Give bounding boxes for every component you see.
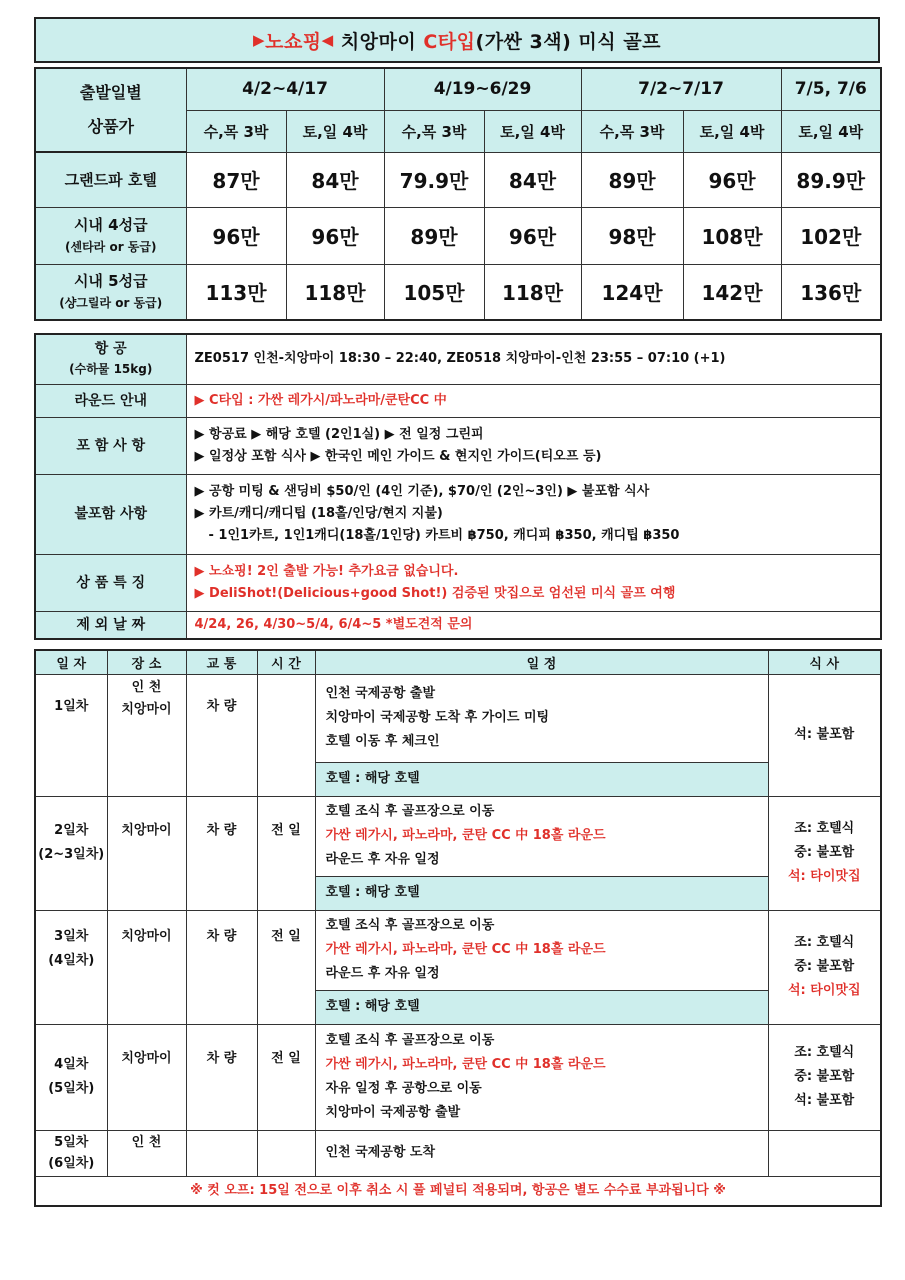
hotel-info: 호텔 : 해당 호텔 xyxy=(315,990,768,1024)
hotel-grade-label: 그랜드파 호텔 xyxy=(35,152,186,207)
day-label: 2일차 (2~3일차) xyxy=(35,796,107,910)
price-cell: 96만 xyxy=(186,207,286,264)
transport: 차 량 xyxy=(186,910,257,1024)
col-header-place: 장 소 xyxy=(107,650,186,674)
meal: 석: 불포함 xyxy=(768,674,881,796)
time: 전 일 xyxy=(257,910,315,1024)
price-cell: 98만 xyxy=(581,207,683,264)
time: 전 일 xyxy=(257,796,315,910)
transport: 차 량 xyxy=(186,796,257,910)
price-cell: 96만 xyxy=(484,207,581,264)
itinerary: 호텔 조식 후 골프장으로 이동 가싼 레가시, 파노라마, 쿤탄 CC 中 18홀 라운드 자유 일정 후 공항으로 이동 치앙마이 국제공항 출발 xyxy=(315,1024,768,1130)
flight-info: ZE0517 인천-치앙마이 18:30 – 22:40, ZE0518 치앙마이-인천 23:55 – 07:10 (+1) xyxy=(186,334,881,384)
meal: 조: 호텔식 중: 불포함 석: 타이맛집 xyxy=(768,796,881,910)
feature-info xyxy=(186,554,881,611)
hotel-grade-label: 시내 4성급 (센타라 or 동급) xyxy=(35,207,186,264)
col-header-transport: 교 통 xyxy=(186,650,257,674)
exclude-info xyxy=(186,474,881,554)
col-header-meal: 식 사 xyxy=(768,650,881,674)
day-type: 수,목 3박 xyxy=(186,110,286,152)
schedule-row-day3 xyxy=(35,910,881,990)
price-cell: 142만 xyxy=(683,264,781,320)
time xyxy=(257,1130,315,1176)
schedule-row-day4 xyxy=(35,1024,881,1130)
round-info: ▶ C타입 : 가싼 레가시/파노라마/쿤탄CC 中 xyxy=(186,384,881,417)
col-header-day: 일 자 xyxy=(35,650,107,674)
place: 치앙마이 xyxy=(107,1024,186,1130)
hotel-grade-label: 시내 5성급 (샹그릴라 or 동급) xyxy=(35,264,186,320)
feature-label: 상 품 특 징 xyxy=(35,554,186,611)
price-cell: 84만 xyxy=(286,152,384,207)
day-label: 4일차 (5일차) xyxy=(35,1024,107,1130)
price-row-4star xyxy=(35,207,881,264)
itinerary: 호텔 조식 후 골프장으로 이동 가싼 레가시, 파노라마, 쿤탄 CC 中 18홀 라운드 라운드 후 자유 일정 xyxy=(315,796,768,876)
day-type: 토,일 4박 xyxy=(484,110,581,152)
day-type: 수,목 3박 xyxy=(384,110,484,152)
day-type: 토,일 4박 xyxy=(683,110,781,152)
itinerary: 호텔 조식 후 골프장으로 이동 가싼 레가시, 파노라마, 쿤탄 CC 中 18홀 라운드 라운드 후 자유 일정 xyxy=(315,910,768,990)
price-cell: 118만 xyxy=(484,264,581,320)
flight-label: 항 공 (수하물 15kg) xyxy=(35,334,186,384)
round-label: 라운드 안내 xyxy=(35,384,186,417)
triangle-left-icon: ◀ xyxy=(321,31,334,49)
document xyxy=(34,17,880,1207)
price-row-5star xyxy=(35,264,881,320)
day-label: 3일차 (4일차) xyxy=(35,910,107,1024)
price-cell: 136만 xyxy=(781,264,881,320)
schedule-row-day5 xyxy=(35,1130,881,1176)
price-row-grandpa xyxy=(35,152,881,207)
exclude-line: ▶ 공항 미팅 & 샌딩비 $50/인 (4인 기준), $70/인 (2인~3인) ▶ 불포함 식사 xyxy=(194,484,650,499)
price-table xyxy=(34,67,882,321)
triangle-right-icon: ▶ xyxy=(253,31,266,49)
schedule-row-day1 xyxy=(35,674,881,762)
price-cell: 89만 xyxy=(384,207,484,264)
period-1: 4/2~4/17 xyxy=(186,68,384,110)
price-cell: 84만 xyxy=(484,152,581,207)
price-cell: 118만 xyxy=(286,264,384,320)
price-cell: 102만 xyxy=(781,207,881,264)
price-header-label: 출발일별 상품가 xyxy=(35,68,186,152)
transport xyxy=(186,1130,257,1176)
col-header-time: 시 간 xyxy=(257,650,315,674)
title-subtitle: (가싼 3색) 미식 골프 xyxy=(475,30,661,53)
transport: 차 량 xyxy=(186,674,257,796)
meal xyxy=(768,1130,881,1176)
meal: 조: 호텔식 중: 불포함 석: 불포함 xyxy=(768,1024,881,1130)
excluded-dates-info: 4/24, 26, 4/30~5/4, 6/4~5 *별도견적 문의 xyxy=(186,611,881,639)
transport: 차 량 xyxy=(186,1024,257,1130)
info-table xyxy=(34,333,882,640)
col-header-itinerary: 일 정 xyxy=(315,650,768,674)
title-type: C타입 xyxy=(423,30,476,53)
day-label: 1일차 xyxy=(35,674,107,796)
time: 전 일 xyxy=(257,1024,315,1130)
price-cell: 96만 xyxy=(683,152,781,207)
place: 인 천 xyxy=(107,1130,186,1176)
day-type: 수,목 3박 xyxy=(581,110,683,152)
schedule-table xyxy=(34,649,882,1207)
page-title xyxy=(34,17,880,63)
include-label: 포 함 사 항 xyxy=(35,417,186,474)
price-cell: 108만 xyxy=(683,207,781,264)
price-cell: 105만 xyxy=(384,264,484,320)
itinerary: 인천 국제공항 출발 치앙마이 국제공항 도착 후 가이드 미팅 호텔 이동 후 체크인 xyxy=(315,674,768,762)
price-cell: 124만 xyxy=(581,264,683,320)
price-cell: 96만 xyxy=(286,207,384,264)
excluded-dates-label: 제 외 날 짜 xyxy=(35,611,186,639)
day-type: 토,일 4박 xyxy=(286,110,384,152)
title-no-shopping: 노쇼핑 xyxy=(265,30,322,53)
exclude-label: 불포함 사항 xyxy=(35,474,186,554)
price-cell: 113만 xyxy=(186,264,286,320)
cancellation-notice: ※ 컷 오프: 15일 전으로 이후 취소 시 풀 페널티 적용되며, 항공은 별도 수수료 부과됩니다 ※ xyxy=(35,1176,881,1206)
day-label: 5일차 (6일차) xyxy=(35,1130,107,1176)
period-3: 7/2~7/17 xyxy=(581,68,781,110)
hotel-info: 호텔 : 해당 호텔 xyxy=(315,762,768,796)
itinerary: 인천 국제공항 도착 xyxy=(315,1130,768,1176)
period-2: 4/19~6/29 xyxy=(384,68,581,110)
hotel-info: 호텔 : 해당 호텔 xyxy=(315,876,768,910)
price-cell: 79.9만 xyxy=(384,152,484,207)
period-4: 7/5, 7/6 xyxy=(781,68,881,110)
include-info xyxy=(186,417,881,474)
place: 인 천 치앙마이 xyxy=(107,674,186,796)
place: 치앙마이 xyxy=(107,796,186,910)
exclude-line: - 1인1카트, 1인1캐디(18홀/1인당) 카트비 ฿750, 캐디피 ฿350, 캐디팁 ฿350 xyxy=(208,528,680,543)
price-cell: 89만 xyxy=(581,152,683,207)
price-cell: 89.9만 xyxy=(781,152,881,207)
feature-line: ▶ 노쇼핑! 2인 출발 가능! 추가요금 없습니다. xyxy=(194,563,459,579)
include-line: ▶ 항공료 ▶ 해당 호텔 (2인1실) ▶ 전 일정 그린피 xyxy=(194,426,484,442)
feature-line: ▶ DeliShot!(Delicious+good Shot!) 검증된 맛집으로 엄선된 미식 골프 여행 xyxy=(194,585,676,601)
meal: 조: 호텔식 중: 불포함 석: 타이맛집 xyxy=(768,910,881,1024)
time xyxy=(257,674,315,796)
title-destination: 치앙마이 xyxy=(333,30,424,53)
price-cell: 87만 xyxy=(186,152,286,207)
day-type: 토,일 4박 xyxy=(781,110,881,152)
place: 치앙마이 xyxy=(107,910,186,1024)
schedule-row-day2 xyxy=(35,796,881,876)
include-line: ▶ 일정상 포함 식사 ▶ 한국인 메인 가이드 & 현지인 가이드(티오프 등) xyxy=(194,448,602,464)
exclude-line: ▶ 카트/캐디/캐디팁 (18홀/인당/현지 지불) xyxy=(194,506,443,521)
